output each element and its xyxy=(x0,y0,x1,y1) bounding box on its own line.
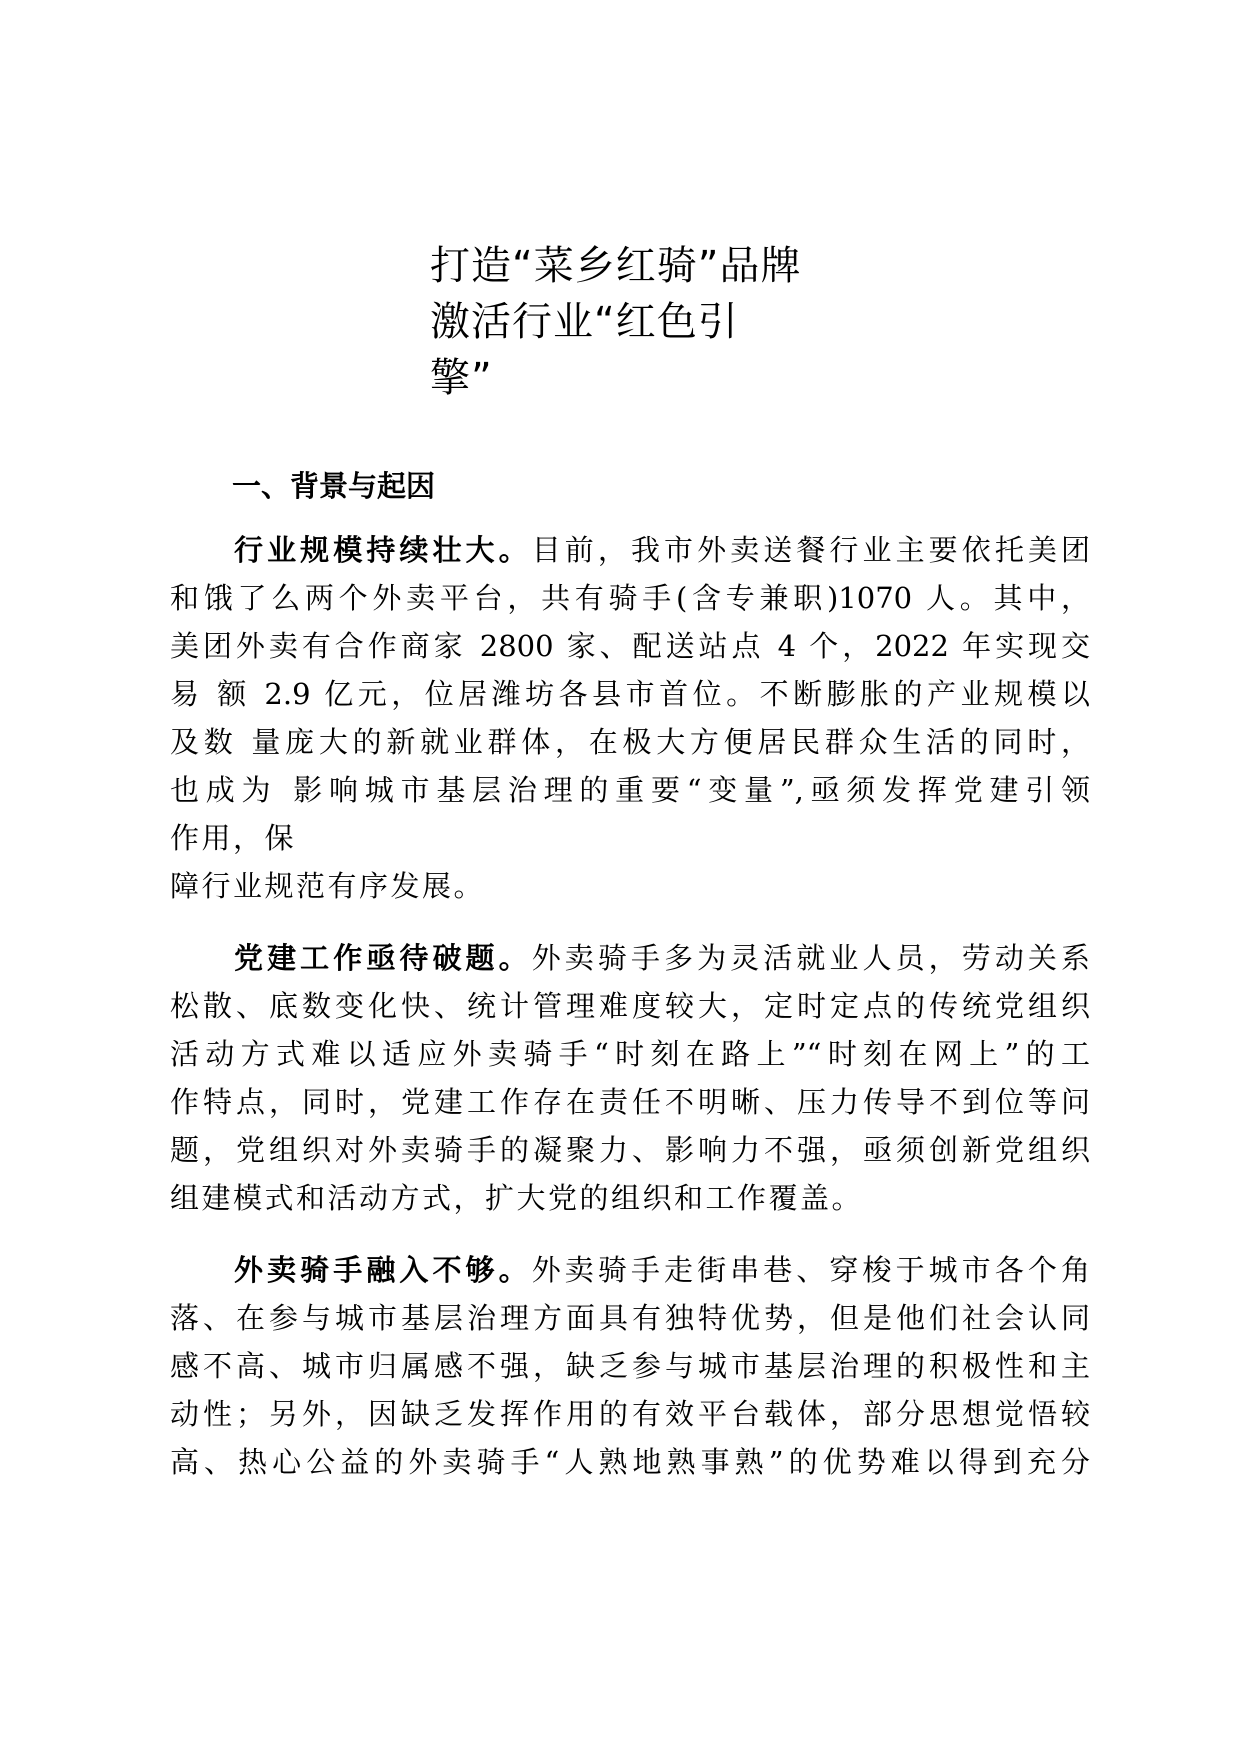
paragraph-line: 高、热心公益的外卖骑手“人熟地熟事熟”的优势难以得到充分 xyxy=(170,1445,1090,1479)
paragraph-line: 美团外卖有合作商家 2800 家、配送站点 4 个，2022 年实现交 xyxy=(170,629,1090,663)
paragraph-lead: 党建工作亟待破题。 xyxy=(234,941,532,975)
paragraph-line: 也成为 影响城市基层治理的重要“变量”,亟须发挥党建引领 xyxy=(170,773,1090,807)
paragraph-text: 外卖骑手走街串巷、穿梭于城市各个角 xyxy=(531,1253,1090,1287)
title-line: 擎” xyxy=(430,355,493,401)
paragraph-line: 活动方式难以适应外卖骑手“时刻在路上”“时刻在网上”的工 xyxy=(170,1037,1090,1071)
paragraph-party-building xyxy=(170,934,1090,1222)
paragraph-line: 障行业规范有序发展。 xyxy=(170,869,486,903)
paragraph-line: 动性；另外，因缺乏发挥作用的有效平台载体，部分思想觉悟较 xyxy=(170,1397,1090,1431)
paragraph-lead: 行业规模持续壮大。 xyxy=(234,533,532,567)
paragraph-line: 作特点，同时，党建工作存在责任不明晰、压力传导不到位等问 xyxy=(170,1085,1090,1119)
paragraph-line: 及数 量庞大的新就业群体，在极大方便居民群众生活的同时， xyxy=(170,725,1090,759)
paragraph-lead: 外卖骑手融入不够。 xyxy=(234,1253,532,1287)
title-line: 打造“菜乡红骑”品牌 xyxy=(430,243,802,289)
paragraph-line: 作用，保 xyxy=(170,821,297,855)
title-line: 激活行业“红色引 xyxy=(430,299,739,345)
paragraph-line: 和饿了么两个外卖平台，共有骑手(含专兼职)1070 人。其中， xyxy=(170,581,1090,615)
document-title xyxy=(430,238,850,406)
paragraph-industry-scale xyxy=(170,526,1090,910)
paragraph-text: 外卖骑手多为灵活就业人员，劳动关系 xyxy=(531,941,1090,975)
paragraph-first-line xyxy=(170,1246,1090,1294)
paragraph-line: 组建模式和活动方式，扩大党的组织和工作覆盖。 xyxy=(170,1181,864,1215)
paragraph-line: 感不高、城市归属感不强，缺乏参与城市基层治理的积极性和主 xyxy=(170,1349,1090,1383)
paragraph-text: 目前，我市外卖送餐行业主要依托美团 xyxy=(531,533,1090,567)
section-heading: 一、背景与起因 xyxy=(232,469,436,503)
paragraph-line: 易 额 2.9 亿元，位居潍坊各县市首位。不断膨胀的产业规模以 xyxy=(170,677,1090,711)
paragraph-line: 落、在参与城市基层治理方面具有独特优势，但是他们社会认同 xyxy=(170,1301,1090,1335)
paragraph-rider-integration xyxy=(170,1246,1090,1486)
paragraph-first-line xyxy=(170,526,1090,574)
paragraph-first-line xyxy=(170,934,1090,982)
paragraph-line: 松散、底数变化快、统计管理难度较大，定时定点的传统党组织 xyxy=(170,989,1090,1023)
paragraph-line: 题，党组织对外卖骑手的凝聚力、影响力不强，亟须创新党组织 xyxy=(170,1133,1090,1167)
